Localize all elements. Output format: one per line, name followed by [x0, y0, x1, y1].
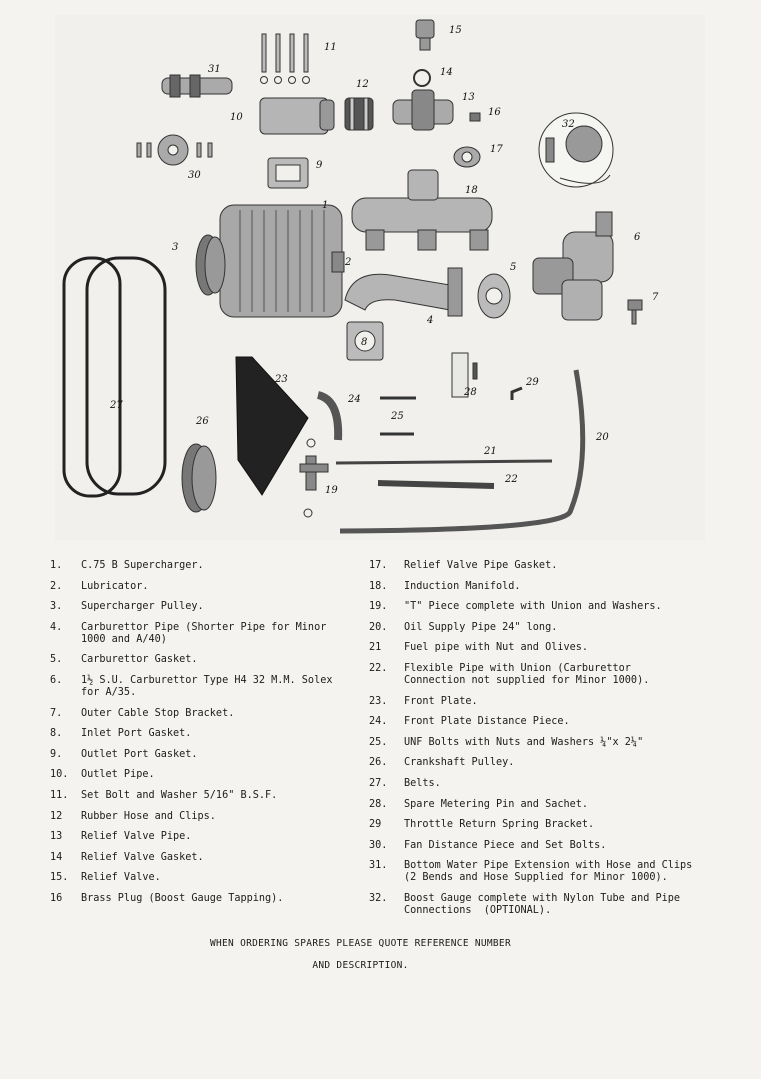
callout-30: 30: [188, 170, 201, 181]
part-description: Relief Valve Pipe.: [81, 831, 192, 843]
parts-list-item: [369, 601, 729, 613]
parts-list-item: [369, 893, 729, 917]
part-description: Fuel pipe with Nut and Olives.: [404, 642, 589, 654]
parts-list-item: [50, 622, 350, 646]
parts-list-item: [369, 757, 729, 769]
parts-list-item: [369, 642, 729, 654]
fuel-pipe-part: [336, 461, 552, 463]
parts-list-item: [369, 819, 729, 831]
callout-4: 4: [427, 315, 434, 326]
callout-7: 7: [652, 292, 659, 303]
ordering-note-line-2: AND DESCRIPTION.: [312, 960, 409, 971]
parts-list-item: [50, 831, 350, 843]
callout-28: 28: [464, 387, 477, 398]
part-number: 13: [50, 831, 63, 843]
part-description: Boost Gauge complete with Nylon Tube and Pipe Connections (OPTIONAL).: [404, 892, 681, 916]
brass-plug-part: [470, 113, 480, 121]
callout-29: 29: [526, 377, 539, 388]
part-number: 6.: [50, 674, 63, 686]
callout-5: 5: [510, 262, 517, 273]
callout-2: 2: [345, 257, 352, 268]
lubricator-part: [332, 252, 344, 272]
parts-list-item: [50, 560, 350, 572]
callout-32: 32: [562, 119, 575, 130]
part-number: 17.: [369, 560, 388, 571]
crankshaft-pulley-part: [182, 444, 216, 512]
part-number: 28.: [369, 798, 388, 810]
part-description: Oil Supply Pipe 24" long.: [404, 621, 558, 633]
callout-9: 9: [316, 160, 323, 171]
part-number: 21: [369, 642, 382, 654]
callout-3: 3: [172, 242, 179, 253]
part-number: 18.: [369, 580, 388, 592]
callout-16: 16: [488, 107, 501, 118]
part-number: 4.: [50, 621, 63, 633]
parts-list-item: [50, 893, 350, 905]
supercharger-part: [220, 205, 342, 317]
parts-list-item: [50, 728, 350, 740]
part-description: Outlet Pipe.: [81, 769, 155, 781]
parts-list-item: [50, 581, 350, 593]
part-number: 32.: [369, 892, 388, 904]
callout-31: 31: [208, 64, 221, 75]
part-description: Inlet Port Gasket.: [81, 728, 192, 740]
part-description: Rubber Hose and Clips.: [81, 810, 216, 822]
parts-list-left: [50, 560, 350, 914]
callout-14: 14: [440, 67, 453, 78]
parts-list-item: [369, 560, 729, 572]
part-number: 19.: [369, 601, 388, 613]
part-description: Carburettor Pipe (Shorter Pipe for Minor 1000 and A/40): [81, 621, 327, 645]
part-description: 1½ S.U. Carburettor Type H4 32 M.M. Solex for A/35.: [81, 674, 333, 698]
part-description: Brass Plug (Boost Gauge Tapping).: [81, 892, 284, 904]
part-description: Front Plate Distance Piece.: [404, 716, 570, 728]
parts-list-item: [50, 852, 350, 864]
parts-list-item: [369, 696, 729, 708]
part-description: Outer Cable Stop Bracket.: [81, 707, 235, 719]
part-description: Crankshaft Pulley.: [404, 757, 515, 769]
part-number: 3.: [50, 601, 63, 613]
carburettor-gasket-part: [478, 274, 510, 318]
callout-27: 27: [110, 400, 123, 411]
flexible-pipe-part: [378, 483, 494, 486]
part-description: Carburettor Gasket.: [81, 654, 198, 666]
callout-17: 17: [490, 144, 503, 155]
part-number: 7.: [50, 707, 63, 719]
parts-list-item: [50, 811, 350, 823]
parts-list-item: [50, 749, 350, 761]
part-number: 14: [50, 851, 63, 863]
part-description: Fan Distance Piece and Set Bolts.: [404, 839, 607, 851]
part-description: Flexible Pipe with Union (Carburettor Connection not supplied for Minor 1000).: [404, 662, 650, 686]
part-description: Lubricator.: [81, 580, 149, 592]
callout-22: 22: [505, 474, 518, 485]
callout-13: 13: [462, 92, 475, 103]
parts-list-item: [369, 860, 729, 884]
parts-list-item: [369, 581, 729, 593]
callout-24: 24: [348, 394, 361, 405]
part-number: 22.: [369, 662, 388, 674]
part-number: 29: [369, 819, 382, 831]
part-number: 11.: [50, 789, 69, 801]
parts-list-item: [369, 799, 729, 811]
water-pipe-extension-part: [162, 75, 232, 97]
part-number: 27.: [369, 777, 388, 789]
parts-list-item: [50, 601, 350, 613]
part-description: Throttle Return Spring Bracket.: [404, 819, 595, 831]
parts-list-item: [369, 663, 729, 687]
part-number: 16: [50, 892, 63, 904]
part-number: 30.: [369, 839, 388, 851]
part-number: 24.: [369, 716, 388, 728]
part-description: UNF Bolts with Nuts and Washers ¼"x 2¼": [404, 736, 644, 748]
parts-list-item: [369, 840, 729, 852]
part-description: Front Plate.: [404, 695, 478, 707]
parts-list-item: [369, 716, 729, 728]
ordering-note-line-1: WHEN ORDERING SPARES PLEASE QUOTE REFERENCE NUMBER: [210, 938, 511, 949]
part-description: Induction Manifold.: [404, 580, 521, 592]
callout-23: 23: [275, 374, 288, 385]
outlet-pipe-part: [260, 98, 334, 134]
callout-11: 11: [324, 42, 337, 53]
part-description: Relief Valve.: [81, 872, 161, 884]
parts-list-item: [369, 622, 729, 634]
part-description: Bottom Water Pipe Extension with Hose and Clips (2 Bends and Hose Supplied for Minor 1000).: [404, 860, 693, 884]
supercharger-pulley-part: [196, 235, 225, 295]
parts-list-item: [50, 654, 350, 666]
parts-list-item: [50, 708, 350, 720]
callout-20: 20: [596, 432, 609, 443]
boost-gauge-part: [539, 113, 613, 187]
callout-19: 19: [325, 485, 338, 496]
part-number: 26.: [369, 757, 388, 769]
parts-list-item: [369, 778, 729, 790]
part-number: 5.: [50, 654, 63, 666]
part-description: "T" Piece complete with Union and Washers.: [404, 601, 662, 613]
parts-list-item: [50, 872, 350, 884]
part-number: 2.: [50, 580, 63, 592]
part-number: 12: [50, 810, 63, 822]
callout-21: 21: [484, 446, 497, 457]
rubber-hose-part: [345, 98, 373, 130]
part-number: 25.: [369, 736, 388, 748]
parts-list-item: [50, 769, 350, 781]
callout-26: 26: [196, 416, 209, 427]
outlet-port-gasket-part: [268, 158, 308, 188]
part-description: Set Bolt and Washer 5/16" B.S.F.: [81, 789, 278, 801]
part-number: 8.: [50, 728, 63, 740]
part-description: Supercharger Pulley.: [81, 601, 204, 613]
part-number: 9.: [50, 748, 63, 760]
callout-15: 15: [449, 25, 462, 36]
parts-list-item: [50, 790, 350, 802]
part-description: Belts.: [404, 777, 441, 789]
parts-list-right: [369, 560, 729, 926]
part-number: 1.: [50, 560, 63, 571]
part-description: Spare Metering Pin and Sachet.: [404, 798, 589, 810]
callout-12: 12: [356, 79, 369, 90]
part-number: 15.: [50, 872, 69, 884]
part-description: C.75 B Supercharger.: [81, 560, 204, 571]
parts-list-item: [50, 675, 350, 699]
part-number: 20.: [369, 621, 388, 633]
part-number: 10.: [50, 769, 69, 781]
callout-10: 10: [230, 112, 243, 123]
relief-valve-pipe-gasket-part: [454, 147, 480, 167]
callout-25: 25: [391, 411, 404, 422]
part-description: Outlet Port Gasket.: [81, 748, 198, 760]
part-number: 31.: [369, 860, 388, 872]
part-number: 23.: [369, 695, 388, 707]
callout-18: 18: [465, 185, 478, 196]
part-description: Relief Valve Gasket.: [81, 851, 204, 863]
callout-8: 8: [361, 337, 368, 348]
parts-list-item: [369, 737, 729, 749]
callout-1: 1: [322, 200, 329, 211]
callout-6: 6: [634, 232, 641, 243]
part-description: Relief Valve Pipe Gasket.: [404, 560, 558, 571]
